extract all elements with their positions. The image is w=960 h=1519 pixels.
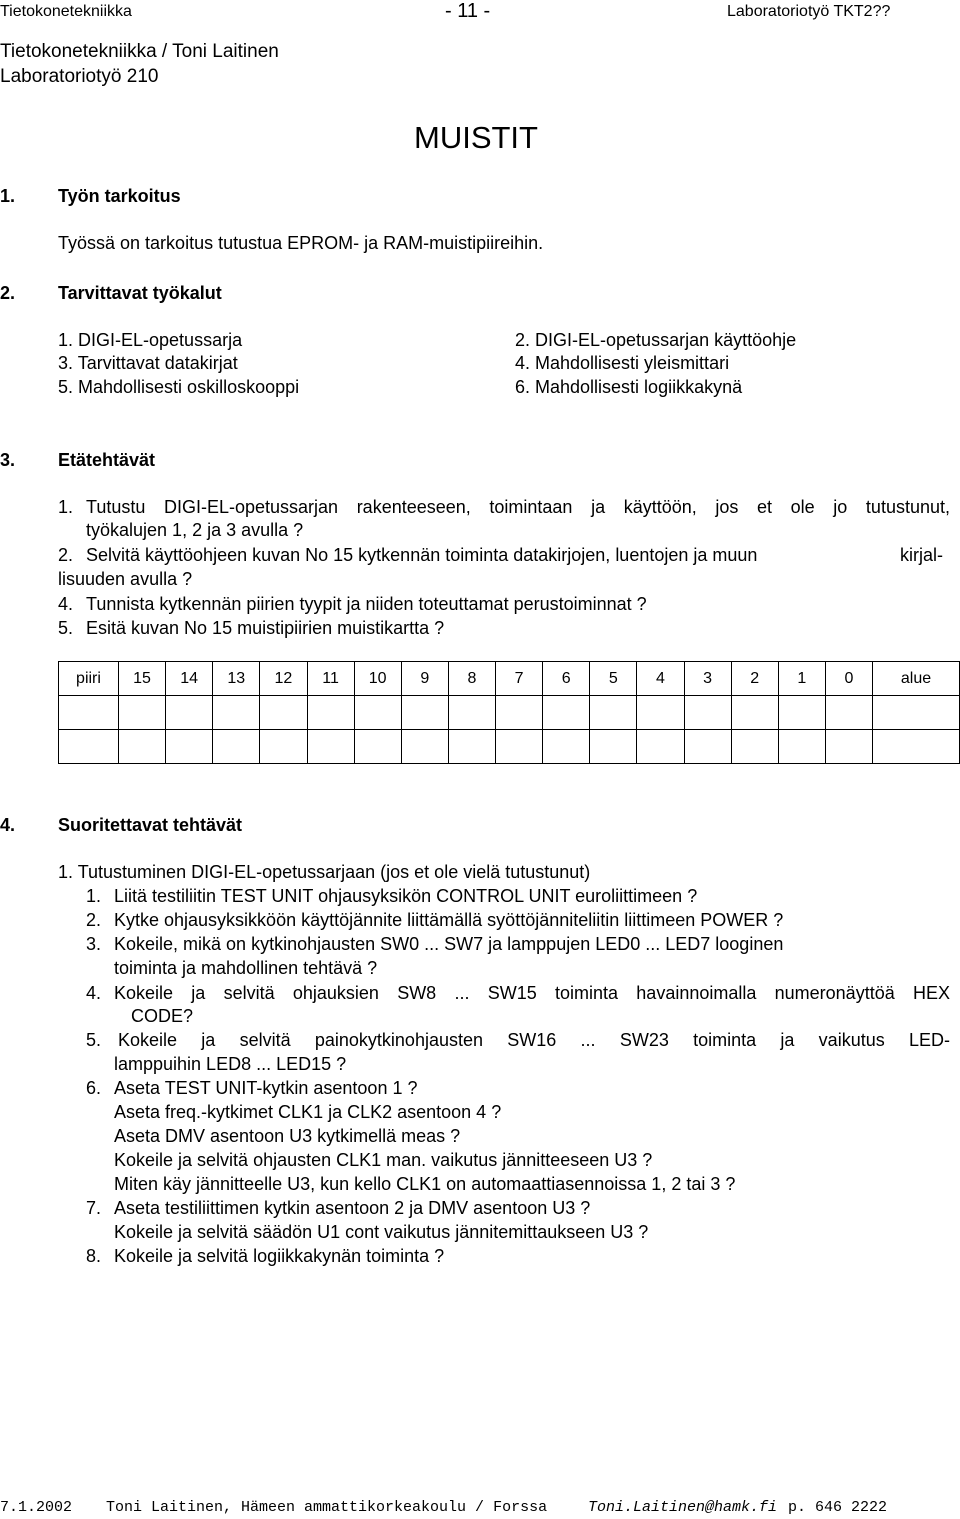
table-header-cell: 1 — [778, 662, 825, 696]
task-text: kirjal- — [900, 545, 943, 565]
table-header-cell: alue — [873, 662, 960, 696]
section4-intro: 1. Tutustuminen DIGI-EL-opetussarjaan (jos et ole vielä tutustunut) — [58, 862, 591, 882]
table-cell[interactable] — [401, 696, 448, 730]
task-text: Tunnista kytkennän piirien tyypit ja niiden toteuttamat perustoiminnat ? — [86, 594, 647, 614]
page-number: - 11 - — [445, 0, 491, 22]
table-header-cell: 5 — [590, 662, 637, 696]
task-number: 8. — [86, 1246, 102, 1266]
tool-item: 3. Tarvittavat datakirjat — [58, 353, 238, 373]
header-right: Laboratoriotyö TKT2?? — [727, 3, 891, 20]
course-author: Tietokonetekniikka / Toni Laitinen — [0, 41, 279, 62]
tool-item: 1. DIGI-EL-opetussarja — [58, 330, 243, 350]
table-cell[interactable] — [873, 696, 960, 730]
table-row — [59, 696, 960, 730]
table-cell[interactable] — [354, 696, 401, 730]
table-cell[interactable] — [307, 730, 354, 764]
table-header-cell: 13 — [213, 662, 260, 696]
table-cell[interactable] — [59, 730, 119, 764]
task-text: Kokeile ja selvitä ohjausten CLK1 man. vaikutus jännitteeseen U3 ? — [114, 1150, 653, 1170]
task-number: 2. — [86, 910, 102, 930]
task-text: Kokeile ja selvitä säädön U1 cont vaikutus jännitemittaukseen U3 ? — [114, 1222, 649, 1242]
table-cell[interactable] — [543, 696, 590, 730]
table-header-cell: 4 — [637, 662, 684, 696]
table-header-cell: 2 — [731, 662, 778, 696]
table-cell[interactable] — [731, 696, 778, 730]
table-cell[interactable] — [684, 696, 731, 730]
table-header-cell: 12 — [260, 662, 307, 696]
task-text: työkalujen 1, 2 ja 3 avulla ? — [86, 520, 304, 540]
table-cell[interactable] — [873, 730, 960, 764]
table-row — [59, 730, 960, 764]
table-cell[interactable] — [401, 730, 448, 764]
task-text: Aseta freq.-kytkimet CLK1 ja CLK2 asentoon 4 ? — [114, 1102, 502, 1122]
task-number: 4. — [58, 594, 74, 614]
table-cell[interactable] — [825, 730, 872, 764]
section1-heading: Työn tarkoitus — [58, 186, 181, 206]
memory-map-table — [58, 661, 960, 764]
task-text: Liitä testiliitin TEST UNIT ohjausyksikön CONTROL UNIT euroliittimeen ? — [114, 886, 698, 906]
table-cell[interactable] — [213, 696, 260, 730]
tool-item: 2. DIGI-EL-opetussarjan käyttöohje — [515, 330, 797, 350]
table-cell[interactable] — [731, 730, 778, 764]
task-text: CODE? — [131, 1006, 194, 1026]
lab-number: Laboratoriotyö 210 — [0, 66, 159, 87]
table-cell[interactable] — [448, 696, 495, 730]
task-text: Esitä kuvan No 15 muistipiirien muistikartta ? — [86, 618, 445, 638]
task-number: 5. — [86, 1030, 102, 1050]
table-cell[interactable] — [166, 730, 213, 764]
table-cell[interactable] — [260, 730, 307, 764]
table-cell[interactable] — [778, 696, 825, 730]
table-cell[interactable] — [307, 696, 354, 730]
table-header-cell: piiri — [59, 662, 119, 696]
footer-email[interactable]: Toni.Laitinen@hamk.fi — [588, 1499, 778, 1516]
task-text: Aseta testiliittimen kytkin asentoon 2 ja DMV asentoon U3 ? — [114, 1198, 591, 1218]
table-header-cell: 3 — [684, 662, 731, 696]
task-text: Kokeile ja selvitä painokytkinohjausten SW16 ... SW23 toiminta ja vaikutus LED- — [118, 1030, 950, 1050]
task-text: Miten käy jännitteelle U3, kun kello CLK1 on automaattiasennoissa 1, 2 tai 3 ? — [114, 1174, 736, 1194]
tool-item: 6. Mahdollisesti logiikkakynä — [515, 377, 743, 397]
tool-item: 4. Mahdollisesti yleismittari — [515, 353, 730, 373]
table-cell[interactable] — [166, 696, 213, 730]
section4-number: 4. — [0, 815, 16, 835]
task-text: Tutustu DIGI-EL-opetussarjan rakenteeseen, toimintaan ja käyttöön, jos et ole jo tutustunut, — [86, 497, 950, 517]
footer-phone: p. 646 2222 — [788, 1499, 888, 1516]
table-cell[interactable] — [496, 730, 543, 764]
table-cell[interactable] — [590, 730, 637, 764]
table-cell[interactable] — [59, 696, 119, 730]
section3-heading: Etätehtävät — [58, 450, 156, 470]
table-header-cell: 8 — [448, 662, 495, 696]
table-header-row — [59, 662, 960, 696]
task-number: 2. — [58, 545, 74, 565]
table-header-cell: 10 — [354, 662, 401, 696]
table-cell[interactable] — [119, 696, 166, 730]
footer-date: 7.1.2002 — [0, 1499, 73, 1516]
task-number: 1. — [58, 497, 74, 517]
tool-item: 5. Mahdollisesti oskilloskooppi — [58, 377, 300, 397]
footer-author: Toni Laitinen, Hämeen ammattikorkeakoulu / Forssa — [106, 1499, 548, 1516]
header-left: Tietokonetekniikka — [0, 3, 132, 20]
task-text: Aseta TEST UNIT-kytkin asentoon 1 ? — [114, 1078, 418, 1098]
table-header-cell: 6 — [543, 662, 590, 696]
table-cell[interactable] — [590, 696, 637, 730]
table-header-cell: 15 — [119, 662, 166, 696]
task-text: Kokeile, mikä on kytkinohjausten SW0 ... SW7 ja lamppujen LED0 ... LED7 looginen — [114, 934, 784, 954]
table-cell[interactable] — [213, 730, 260, 764]
task-number: 1. — [86, 886, 102, 906]
section2-heading: Tarvittavat työkalut — [58, 283, 222, 303]
task-text: lamppuihin LED8 ... LED15 ? — [114, 1054, 347, 1074]
task-text: Kytke ohjausyksikköön käyttöjännite liittämällä syöttöjänniteliitin liittimeen POWER ? — [114, 910, 784, 930]
table-header-cell: 7 — [496, 662, 543, 696]
section4-heading: Suoritettavat tehtävät — [58, 815, 243, 835]
task-number: 4. — [86, 983, 102, 1003]
task-number: 5. — [58, 618, 74, 638]
table-cell[interactable] — [260, 696, 307, 730]
task-text: Selvitä käyttöohjeen kuvan No 15 kytkennän toiminta datakirjojen, luentojen ja muun — [86, 545, 758, 565]
table-header-cell: 11 — [307, 662, 354, 696]
page-title: MUISTIT — [414, 120, 538, 155]
section1-number: 1. — [0, 186, 16, 206]
task-text: Kokeile ja selvitä logiikkakynän toiminta ? — [114, 1246, 445, 1266]
task-text: lisuuden avulla ? — [58, 569, 193, 589]
table-cell[interactable] — [543, 730, 590, 764]
table-header-cell: 9 — [401, 662, 448, 696]
table-cell[interactable] — [684, 730, 731, 764]
table-cell[interactable] — [778, 730, 825, 764]
table-cell[interactable] — [448, 730, 495, 764]
task-text: Aseta DMV asentoon U3 kytkimellä meas ? — [114, 1126, 461, 1146]
section1-text: Työssä on tarkoitus tutustua EPROM- ja RAM-muistipiireihin. — [58, 233, 544, 253]
task-text: Kokeile ja selvitä ohjauksien SW8 ... SW15 toiminta havainnoimalla numeronäyttöä HEX — [114, 983, 950, 1003]
table-header-cell: 0 — [825, 662, 872, 696]
table-cell[interactable] — [825, 696, 872, 730]
task-text: toiminta ja mahdollinen tehtävä ? — [114, 958, 378, 978]
table-cell[interactable] — [637, 696, 684, 730]
task-number: 6. — [86, 1078, 102, 1098]
table-cell[interactable] — [496, 696, 543, 730]
task-number: 3. — [86, 934, 102, 954]
task-number: 7. — [86, 1198, 102, 1218]
table-cell[interactable] — [354, 730, 401, 764]
table-header-cell: 14 — [166, 662, 213, 696]
table-cell[interactable] — [119, 730, 166, 764]
section3-number: 3. — [0, 450, 16, 470]
table-cell[interactable] — [637, 730, 684, 764]
section2-number: 2. — [0, 283, 16, 303]
